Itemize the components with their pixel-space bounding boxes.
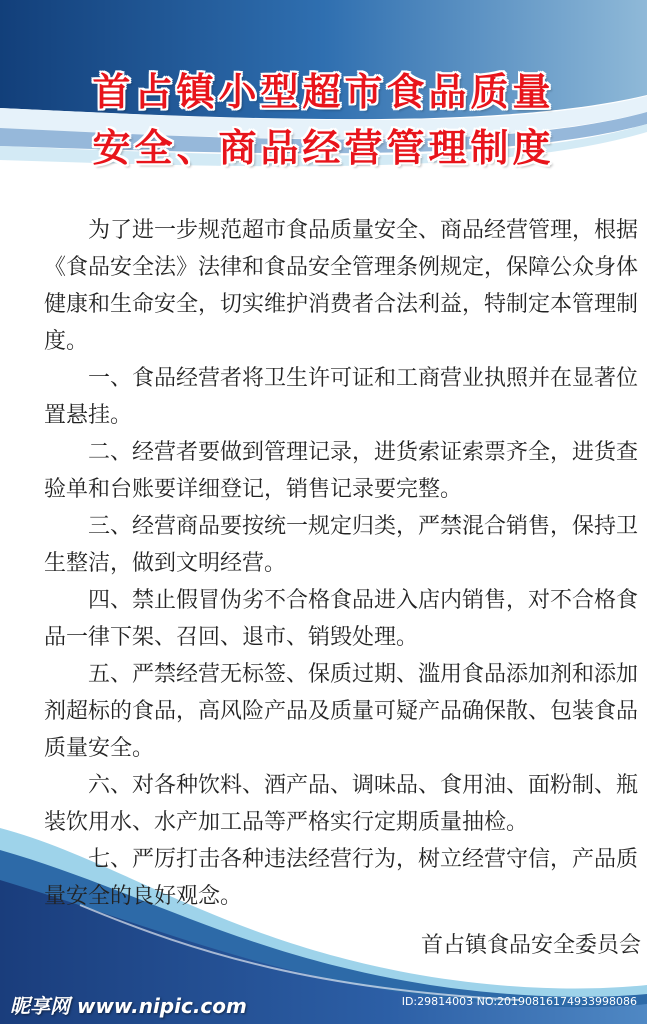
rule-item-1: 一、食品经营者将卫生许可证和工商营业执照并在显著位置悬挂。 bbox=[44, 366, 639, 428]
page-title-line1: 首占镇小型超市食品质量 bbox=[92, 70, 555, 114]
watermark-id: ID:29814003 NO:20190816174933998086 bbox=[401, 995, 637, 1008]
rule-item-5: 五、严禁经营无标签、保质过期、滥用食品添加剂和添加剂超标的食品，高风险产品及质量可疑产品确保散、包装食品质量安全。 bbox=[44, 662, 639, 761]
issuer-signature: 首占镇食品安全委员会 bbox=[420, 933, 641, 958]
rule-item-6: 六、对各种饮料、酒产品、调味品、食用油、面粉制、瓶装饮用水、水产加工品等严格实行定期质量抽检。 bbox=[44, 773, 639, 835]
regulation-body bbox=[44, 212, 644, 915]
rule-item-2: 二、经营者要做到管理记录，进货索证索票齐全，进货查验单和台账要详细登记，销售记录要完整。 bbox=[44, 440, 639, 502]
intro-paragraph: 为了进一步规范超市食品质量安全、商品经营管理，根据《食品安全法》法律和食品安全管理条例规定，保障公众身体健康和生命安全，切实维护消费者合法利益，特制定本管理制度。 bbox=[44, 218, 639, 354]
watermark-logo: 昵享网 www.nipic.com bbox=[10, 994, 247, 1018]
page-title-line2: 安全、商品经营管理制度 bbox=[92, 126, 555, 170]
rule-item-4: 四、禁止假冒伪劣不合格食品进入店内销售，对不合格食品一律下架、召回、退市、销毁处理。 bbox=[44, 588, 639, 650]
rule-item-3: 三、经营商品要按统一规定归类，严禁混合销售，保持卫生整洁，做到文明经营。 bbox=[44, 514, 639, 576]
rule-item-7: 七、严厉打击各种违法经营行为，树立经营守信，产品质量安全的良好观念。 bbox=[44, 847, 639, 909]
